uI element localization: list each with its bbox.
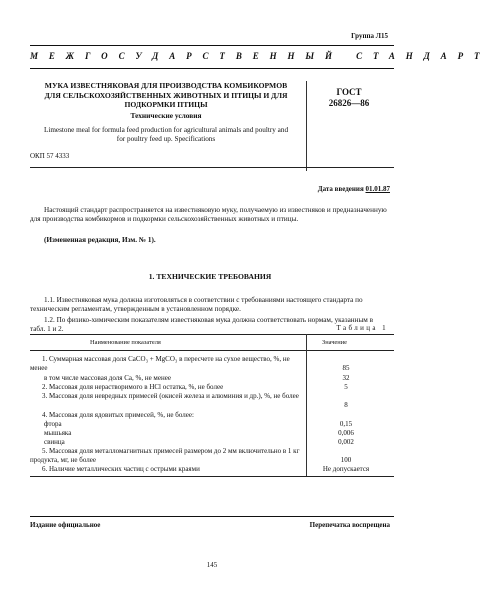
table-header-rule [30,350,394,351]
table-row-4-text: 3. Массовая доля невредных примесей (окисей железа и алюминия и др.), %, не более [42,392,299,400]
table-row-1-text: 1. Суммарная массовая доля CaCO₃ + MgCO₃ в пересчете на сухое вещество, %, не менее [30,355,290,373]
table-row-6-value: 0,15 [339,420,353,428]
table-row-7-text: мышьяка [44,429,72,437]
table-row-3-text: 2. Массовая доля нерастворимого в HCl остатка, %, не более [42,383,224,391]
title-divider [306,81,307,171]
table-row-8-text: свинца [44,438,65,446]
document-title [30,81,302,110]
table-column-divider [306,334,307,476]
table-label: Таблица 1 [336,324,388,332]
section-title: 1. ТЕХНИЧЕСКИЕ ТРЕБОВАНИЯ [148,272,272,281]
table-row-9-text: 5. Массовая доля металломагнитных примесей размером до 2 мм включительно в 1 кг продукта, мг, не более [30,447,300,465]
introduction-date-value: 01.01.87 [365,185,390,193]
okp-code: ОКП 57 4333 [30,152,70,160]
banner-rule [30,68,394,69]
table-row-7-value: 0,006 [338,429,354,437]
table-top-rule [30,334,394,335]
gost-number: 26826—86 [328,98,370,108]
table-row-2-value: 32 [342,374,350,382]
footer-rule [30,516,394,517]
paragraph-1-1: 1.1. Известняковая мука должна изготовляться в соответствии с требованиями настоящего стандарта по техническим регламентам, утвержденным в установленном порядке. [30,296,363,314]
table-row-5-text: 4. Массовая доля ядовитых примесей, %, не более: [42,411,194,419]
interstate-standard-banner: МЕЖГОСУДАРСТВЕННЫЙ СТАНДАРТ [30,51,490,61]
title-bottom-rule [30,167,394,168]
introduction-date [318,185,390,193]
table-row-9-value: 100 [340,456,352,464]
table-row-2-text: в том числе массовая доля Ca, %, не менее [44,374,171,382]
table-row-10-text: 6. Наличие металлических частиц с острыми краями [42,465,200,473]
reprint-prohibited-note: Перепечатка воспрещена [309,521,390,529]
table-bottom-rule [30,476,394,477]
table-row-4-value: 8 [344,401,348,409]
table-row-6-text: фтора [44,420,62,428]
english-title-line-1: Limestone meal for formula feed production for agricultural animals and poultry and [43,126,289,134]
title-line-1: МУКА ИЗВЕСТНЯКОВАЯ ДЛЯ ПРОИЗВОДСТВА КОМБИКОРМОВ [44,81,288,90]
title-line-2: ДЛЯ СЕЛЬСКОХОЗЯЙСТВЕННЫХ ЖИВОТНЫХ И ПТИЦЫ И ДЛЯ [44,90,288,100]
table-row-3-value: 5 [344,383,348,391]
title-line-3: ПОДКОРМКИ ПТИЦЫ [124,100,208,110]
revision-note: (Измененная редакция, Изм. № 1). [44,236,156,244]
english-title-line-2: for poultry feed up. Specifications [116,135,216,144]
english-title [30,126,302,145]
group-code: Группа Л15 [351,32,388,40]
column-header-value: Значение [322,339,347,346]
gost-label: ГОСТ [336,87,362,97]
scope-paragraph: Настоящий стандарт распространяется на известняковую муку, получаемую из известняков и предназначенную для производства комбикормов и подкормки сельскохозяйственных животных и птицы. [30,206,387,224]
introduction-date-label: Дата введения [317,185,364,193]
official-edition-note: Издание официальное [30,521,101,529]
table-row-8-value: 0,002 [338,438,354,446]
page-number: 145 [206,561,218,569]
table-row-10-value: Не допускается [322,465,370,473]
table-row-1-value: 85 [342,364,350,372]
document-subtitle: Технические условия [130,111,202,120]
gost-code [318,87,380,109]
top-rule [30,45,394,46]
column-header-name: Наименование показателя [90,339,161,346]
paragraph-1-2: 1.2. По физико-химическим показателям известняковая мука должна соответствовать нормам, указанным в табл. 1 и 2. [30,316,374,334]
